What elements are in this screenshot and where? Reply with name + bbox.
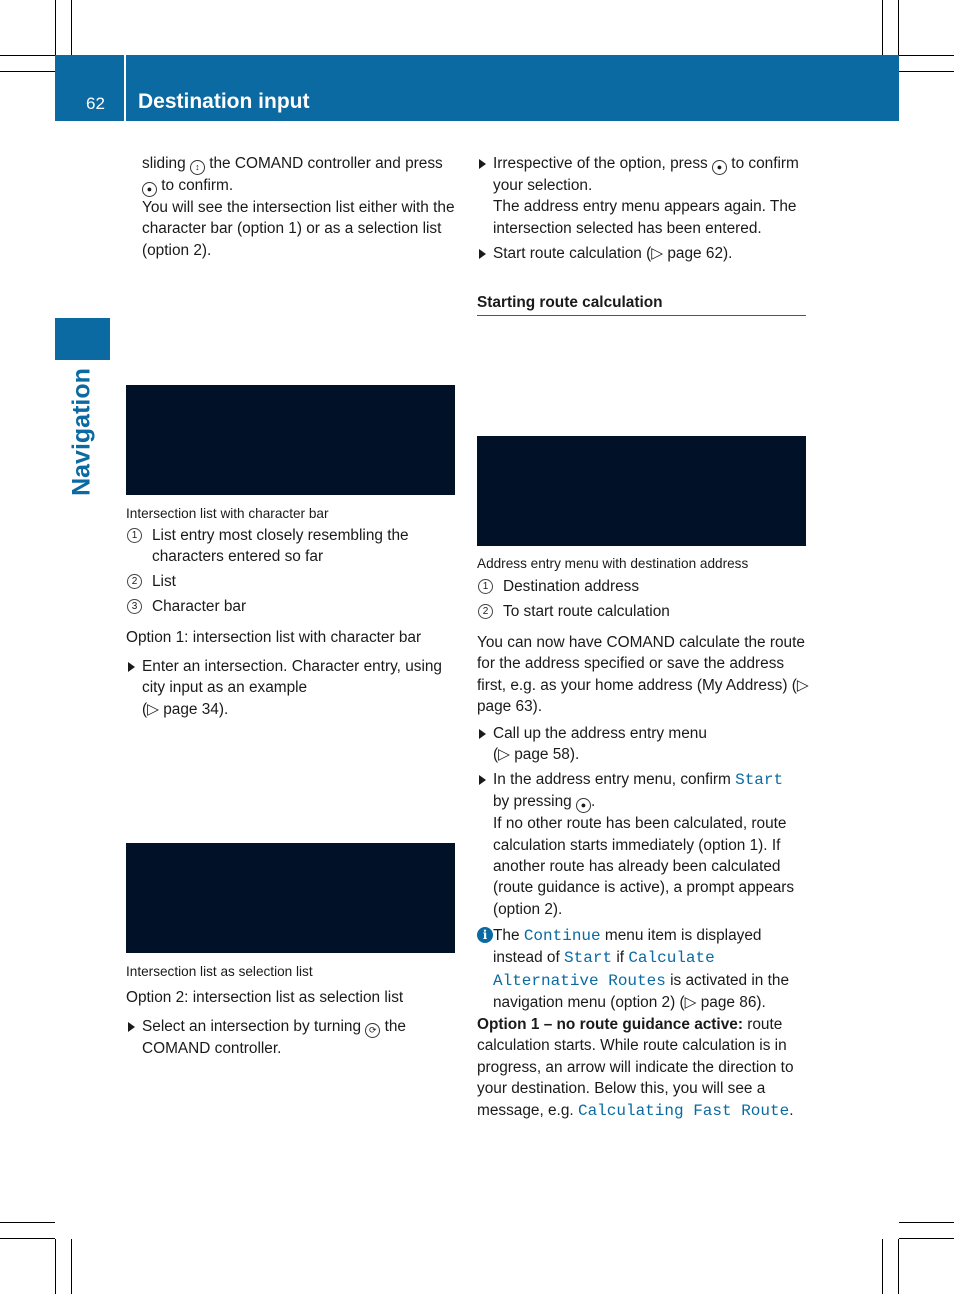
legend-list — [126, 525, 456, 618]
text: Start route calculation (▷ page 62). — [493, 245, 733, 263]
step-list — [126, 656, 456, 720]
crop-mark — [0, 71, 55, 72]
screen-image-intersection-char-bar — [126, 385, 455, 495]
bullet-triangle-icon — [128, 1022, 135, 1032]
legend-number: 2 — [478, 604, 493, 619]
controller-turn-icon: ⟳ — [365, 1023, 380, 1038]
section-heading: Starting route calculation — [477, 292, 806, 316]
crop-mark — [899, 1222, 954, 1223]
text: Call up the address entry menu — [493, 725, 707, 742]
legend-list — [477, 576, 807, 623]
crop-mark — [898, 1239, 899, 1294]
step-item — [126, 656, 456, 720]
step-item — [477, 153, 807, 239]
menu-item-continue: Continue — [523, 927, 601, 945]
info-note — [477, 925, 807, 1014]
step-item — [477, 723, 809, 766]
option-1-heading: Option 1 – no route guidance active: — [477, 1016, 743, 1033]
text: Destination address — [503, 578, 640, 595]
left-intro — [142, 153, 458, 261]
legend-item — [477, 576, 807, 597]
controller-press-icon: ● — [712, 160, 727, 175]
controller-press-icon: ● — [576, 798, 591, 813]
intro-note: You will see the intersection list either with the character bar (option 1) or as a selection list (option 2). — [142, 199, 455, 259]
bullet-triangle-icon — [479, 249, 486, 259]
text: to confirm. — [161, 177, 234, 194]
text: is activated in the navigation menu (option 2) (▷ page 86). — [493, 971, 790, 1012]
text: route calculation starts. While route calculation is in progress, an arrow will indicate the direction to your destination. Below this, you will see a message, e.g. — [477, 1016, 794, 1119]
text: The address entry menu appears again. The intersection selected has been entered. — [493, 198, 797, 237]
page-title: Destination input — [138, 90, 310, 113]
crop-mark — [882, 1239, 883, 1294]
option-2-label: Option 2: intersection list as selection list — [126, 989, 404, 1006]
text: Select an intersection by turning — [142, 1018, 362, 1035]
crop-mark — [71, 0, 72, 55]
legend-item — [126, 596, 456, 617]
text: To start route calculation — [503, 603, 670, 621]
crop-mark — [55, 1239, 56, 1294]
bullet-triangle-icon — [479, 775, 486, 785]
step-item — [477, 243, 807, 264]
crop-mark — [0, 55, 55, 56]
menu-item-start: Start — [735, 770, 784, 789]
side-tab — [55, 318, 110, 360]
crop-mark — [899, 55, 954, 56]
text: If no other route has been calculated, route calculation starts immediately (option 1). If another route has already been calculated (route guidance is active), a prompt appears (option 2). — [493, 815, 795, 918]
info-note-body — [477, 925, 807, 1014]
step-item — [126, 1016, 456, 1059]
text: to confirm your selection. — [493, 155, 799, 194]
step-list — [126, 1016, 456, 1059]
header-divider — [124, 55, 126, 121]
text: Character bar — [152, 598, 247, 616]
paragraph: You can now have COMAND calculate the route for the address specified or save the address first, e.g. as your home address (My Address) (▷ page 63). — [477, 634, 809, 716]
crop-mark — [71, 1239, 72, 1294]
legend-number: 1 — [478, 579, 493, 594]
text: the COMAND controller and press — [209, 155, 443, 172]
step-list — [477, 723, 809, 920]
text: by pressing — [493, 793, 572, 811]
text: List — [152, 572, 176, 590]
text: List entry most closely resembling the characters entered so far — [152, 527, 409, 566]
menu-item-start: Start — [564, 949, 613, 968]
crop-mark — [898, 0, 899, 55]
text: Enter an intersection. Character entry, using city input as an example — [142, 658, 442, 697]
text: Irrespective of the option, press — [493, 155, 708, 172]
crop-mark — [0, 1222, 55, 1223]
legend-item — [126, 571, 456, 592]
text: menu item is displayed instead of — [493, 927, 762, 967]
page-reference: (▷ page 34). — [142, 700, 229, 718]
bullet-triangle-icon — [128, 662, 135, 672]
crop-mark — [55, 0, 56, 55]
menu-item-calculate-alternative-routes: Calculate Alternative Routes — [493, 949, 715, 990]
info-icon: i — [477, 927, 493, 943]
status-message: Calculating Fast Route — [577, 1101, 790, 1120]
screen-image-intersection-selection — [126, 843, 455, 953]
legend-number: 1 — [127, 528, 142, 543]
crop-mark — [899, 71, 954, 72]
screen-image-address-entry — [477, 436, 806, 546]
figure-caption: Intersection list with character bar — [126, 506, 329, 521]
bullet-triangle-icon — [479, 159, 486, 169]
text: sliding — [142, 155, 186, 172]
figure-caption: Intersection list as selection list — [126, 964, 313, 979]
legend-number: 2 — [127, 574, 142, 589]
legend-item — [477, 601, 807, 622]
legend-item — [126, 525, 456, 568]
controller-slide-icon: ↕ — [190, 160, 205, 175]
text: In the address entry menu, confirm — [493, 770, 731, 788]
text: if — [616, 949, 625, 967]
bullet-triangle-icon — [479, 729, 486, 739]
side-tab-label: Navigation — [67, 368, 96, 496]
legend-number: 3 — [127, 599, 142, 614]
option-1-label: Option 1: intersection list with character bar — [126, 629, 422, 646]
page-number: 62 — [86, 94, 105, 113]
crop-mark — [0, 1238, 55, 1239]
step-item: In the address entry menu, confirm Start by pressing ● . If no other route has been calculated, route calculation starts immediately (option 1). If another route has already been calculated (route guidance is active), a prompt appears (option 2). — [477, 769, 809, 920]
page-reference: (▷ page 58). — [493, 746, 580, 764]
figure-caption: Address entry menu with destination address — [477, 556, 749, 571]
crop-mark — [882, 0, 883, 55]
option-1-paragraph: Option 1 – no route guidance active: route calculation starts. While route calculation is in progress, an arrow will indicate the direction to your destination. Below this, you will see a message, e.g. Calculating Fast Route. — [477, 1016, 794, 1120]
crop-mark — [899, 1238, 954, 1239]
controller-press-icon: ● — [142, 182, 157, 197]
text: the COMAND controller. — [142, 1018, 406, 1057]
text: The — [493, 927, 520, 944]
step-list — [477, 153, 807, 265]
